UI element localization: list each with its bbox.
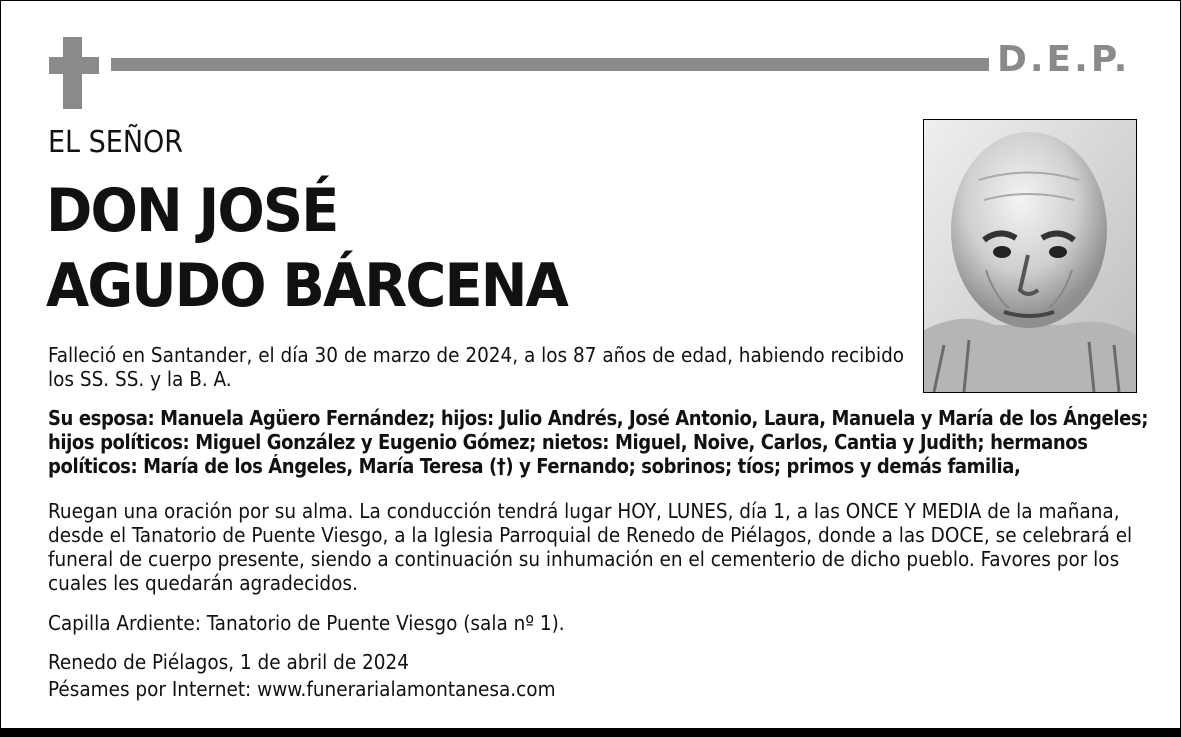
title-prefix: EL SEÑOR: [48, 125, 184, 160]
place-date-line: Renedo de Piélagos, 1 de abril de 2024: [48, 650, 409, 674]
cross-icon-bar: [49, 57, 99, 74]
ceremony-paragraph: Ruegan una oración por su alma. La conducción tendrá lugar HOY, LUNES, día 1, a las ONCE Y MEDIA de la mañana, desde el Tanatorio de Puente Viesgo, a la Iglesia Parroquial de Renedo de Piélagos, donde a las DOCE, se celebrará el funeral de cuerpo presente, siendo a continuación su inhumación en el cementerio de dicho pueblo. Favores por los cuales les quedarán agradecidos.: [48, 499, 1133, 595]
header-rule: [111, 58, 989, 71]
bottom-bar: [0, 728, 1181, 737]
deceased-name-line2: AGUDO BÁRCENA: [46, 251, 567, 321]
portrait-image: [924, 120, 1136, 392]
family-paragraph: Su esposa: Manuela Agüero Fernández; hijos: Julio Andrés, José Antonio, Laura, Manuela y María de los Ángeles; hijos políticos: Miguel González y Eugenio Gómez; nietos: Miguel, Noive, Carlos, Cantia y Judith; hermanos políticos: María de los Ángeles, María Teresa (†) y Fernando; sobrinos; tíos; primos y demás familia,: [48, 406, 1149, 478]
dep-label: D.E.P.: [997, 39, 1131, 80]
death-info-paragraph: Falleció en Santander, el día 30 de marzo de 2024, a los 87 años de edad, habiendo recibido los SS. SS. y la B. A.: [48, 343, 905, 391]
deceased-name-line1: DON JOSÉ: [46, 176, 338, 246]
chapel-line: Capilla Ardiente: Tanatorio de Puente Viesgo (sala nº 1).: [48, 611, 565, 635]
deceased-photo: [923, 119, 1137, 393]
condolences-line: Pésames por Internet: www.funerarialamontanesa.com: [48, 677, 556, 701]
